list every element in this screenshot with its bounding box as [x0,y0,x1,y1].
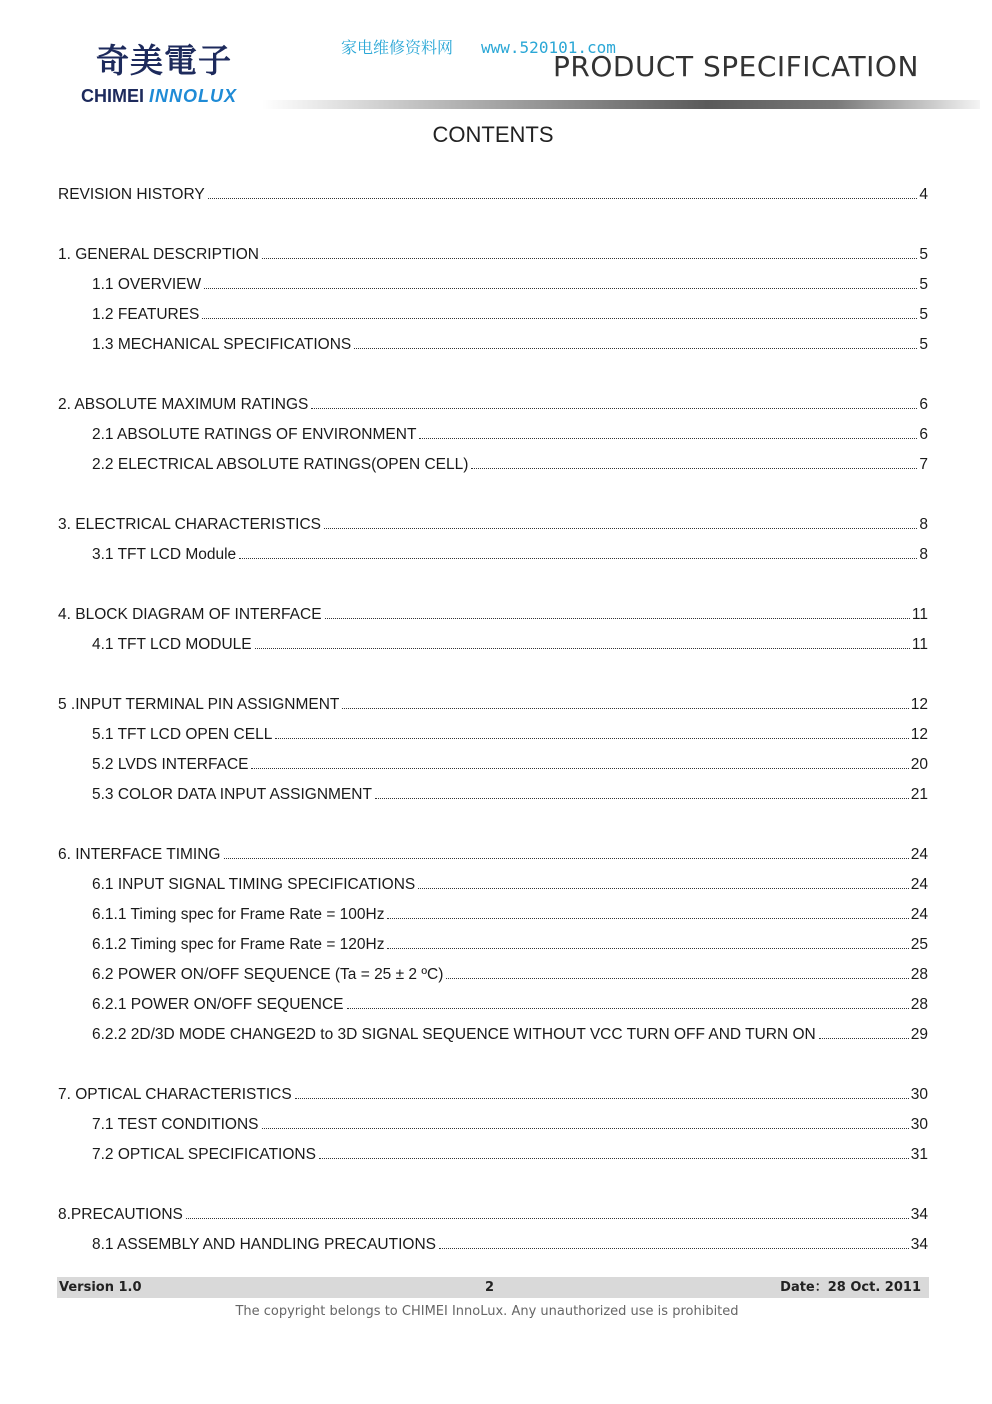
toc-entry-label: 7. OPTICAL CHARACTERISTICS [58,1086,292,1103]
dot-leader [204,288,917,289]
toc-entry-label: 1.3 MECHANICAL SPECIFICATIONS [92,336,352,353]
dot-leader [239,558,917,559]
toc-entry-label: 8.1 ASSEMBLY AND HANDLING PRECAUTIONS [92,1236,436,1253]
footer-version: Version 1.0 [59,1280,142,1295]
toc-entry-page: 5 [919,306,928,323]
dot-leader [419,438,917,439]
toc-entry-label: 1.2 FEATURES [92,306,200,323]
toc-entry[interactable] [58,245,928,275]
toc-entry[interactable] [58,905,928,935]
dot-leader [262,258,917,259]
toc-entry-page: 5 [919,246,928,263]
toc-entry[interactable] [58,965,928,995]
toc-entry-page: 29 [910,1026,928,1043]
dot-leader [324,528,917,529]
toc-entry-page: 6 [919,426,928,443]
toc-entry-page: 5 [919,276,928,293]
dot-leader [224,858,909,859]
toc-entry-label: REVISION HISTORY [58,186,205,203]
toc-entry-label: 6.2 POWER ON/OFF SEQUENCE (Ta = 25 ± 2 ºC) [92,966,444,983]
toc-entry-page: 30 [910,1116,928,1133]
dot-leader [819,1038,909,1039]
toc-entry[interactable] [58,185,928,215]
toc-entry[interactable] [58,695,928,725]
toc-entry[interactable] [58,305,928,335]
watermark-url: www.520101.com [481,38,616,57]
toc-entry[interactable] [58,1085,928,1115]
toc-entry-label: 2.1 ABSOLUTE RATINGS OF ENVIRONMENT [92,426,417,443]
dot-leader [311,408,917,409]
toc-entry-label: 7.1 TEST CONDITIONS [92,1116,259,1133]
footer-bar [57,1277,929,1298]
footer-page-number: 2 [485,1280,495,1295]
dot-leader [418,888,908,889]
page-title: CONTENTS [432,122,554,147]
toc-entry[interactable] [58,515,928,545]
header-divider [262,100,980,109]
toc-entry[interactable] [58,545,928,575]
toc-entry[interactable] [58,845,928,875]
toc-entry-page: 12 [910,726,928,743]
dot-leader [255,648,910,649]
toc-entry[interactable] [58,1205,928,1235]
table-of-contents [58,185,928,1265]
dot-leader [295,1098,909,1099]
dot-leader [202,318,917,319]
toc-entry-label: 6.1.2 Timing spec for Frame Rate = 120Hz [92,936,385,953]
toc-entry[interactable] [58,875,928,905]
toc-entry-label: 7.2 OPTICAL SPECIFICATIONS [92,1146,316,1163]
toc-entry-label: 5.3 COLOR DATA INPUT ASSIGNMENT [92,786,372,803]
toc-entry-label: 4. BLOCK DIAGRAM OF INTERFACE [58,606,322,623]
toc-entry[interactable] [58,635,928,665]
toc-entry-page: 31 [910,1146,928,1163]
toc-entry-label: 1. GENERAL DESCRIPTION [58,246,259,263]
dot-leader [325,618,910,619]
dot-leader [439,1248,909,1249]
toc-entry-page: 25 [910,936,928,953]
dot-leader [471,468,917,469]
toc-entry[interactable] [58,1025,928,1055]
toc-entry-page: 24 [910,876,928,893]
toc-entry-label: 6.1 INPUT SIGNAL TIMING SPECIFICATIONS [92,876,416,893]
dot-leader [262,1128,909,1129]
copyright-notice: The copyright belongs to CHIMEI InnoLux. Any unauthorized use is prohibited [235,1304,739,1319]
toc-entry-page: 5 [919,336,928,353]
dot-leader [342,708,908,709]
toc-entry[interactable] [58,935,928,965]
toc-entry-page: 4 [919,186,928,203]
toc-entry-page: 30 [910,1086,928,1103]
toc-entry-page: 7 [919,456,928,473]
toc-entry-page: 28 [910,996,928,1013]
dot-leader [251,768,908,769]
document-type-title: PRODUCT SPECIFICATION [553,50,919,83]
toc-entry-page: 8 [919,516,928,533]
company-logo-chinese: 奇美電子 [96,41,232,80]
toc-entry-page: 11 [911,636,928,653]
toc-entry[interactable] [58,755,928,785]
toc-entry-page: 21 [910,786,928,803]
company-logo-english [81,87,237,105]
dot-leader [319,1158,909,1159]
dot-leader [375,798,909,799]
footer-date: Date：28 Oct. 2011 [780,1280,921,1295]
toc-entry[interactable] [58,1145,928,1175]
toc-entry-label: 1.1 OVERVIEW [92,276,202,293]
toc-entry[interactable] [58,395,928,425]
toc-entry-label: 2.2 ELECTRICAL ABSOLUTE RATINGS(OPEN CELL) [92,456,469,473]
logo-text-chimei: CHIMEI [81,86,150,106]
toc-entry[interactable] [58,785,928,815]
toc-entry[interactable] [58,995,928,1025]
toc-entry-label: 6.1.1 Timing spec for Frame Rate = 100Hz [92,906,385,923]
toc-entry-label: 4.1 TFT LCD MODULE [92,636,252,653]
toc-entry[interactable] [58,425,928,455]
toc-entry-label: 5.2 LVDS INTERFACE [92,756,249,773]
toc-entry[interactable] [58,605,928,635]
toc-entry-page: 34 [910,1206,928,1223]
toc-entry-page: 34 [910,1236,928,1253]
toc-entry-label: 6.2.1 POWER ON/OFF SEQUENCE [92,996,344,1013]
toc-entry-label: 5.1 TFT LCD OPEN CELL [92,726,273,743]
toc-entry-page: 20 [910,756,928,773]
toc-entry-label: 3.1 TFT LCD Module [92,546,237,563]
toc-entry-page: 24 [910,906,928,923]
dot-leader [387,948,908,949]
dot-leader [186,1218,909,1219]
toc-entry-page: 8 [919,546,928,563]
toc-entry-label: 2. ABSOLUTE MAXIMUM RATINGS [58,396,309,413]
toc-entry-page: 12 [910,696,928,713]
toc-entry[interactable] [58,335,928,365]
dot-leader [354,348,917,349]
toc-entry-page: 28 [910,966,928,983]
logo-text-innolux: INNOLUX [149,86,238,106]
watermark-text: 家电维修资料网 [341,38,454,57]
dot-leader [275,738,908,739]
dot-leader [387,918,908,919]
toc-entry[interactable] [58,275,928,305]
toc-entry-page: 6 [919,396,928,413]
toc-entry[interactable] [58,1115,928,1145]
dot-leader [446,978,908,979]
toc-entry-label: 3. ELECTRICAL CHARACTERISTICS [58,516,321,533]
toc-entry-page: 24 [910,846,928,863]
toc-entry-page: 11 [911,606,928,623]
toc-entry-label: 6.2.2 2D/3D MODE CHANGE2D to 3D SIGNAL SEQUENCE WITHOUT VCC TURN OFF AND TURN ON [92,1026,816,1043]
toc-entry-label: 8.PRECAUTIONS [58,1206,183,1223]
toc-entry[interactable] [58,455,928,485]
toc-entry-label: 5 .INPUT TERMINAL PIN ASSIGNMENT [58,696,340,713]
toc-entry-label: 6. INTERFACE TIMING [58,846,221,863]
dot-leader [347,1008,909,1009]
toc-entry[interactable] [58,725,928,755]
dot-leader [208,198,918,199]
toc-entry[interactable] [58,1235,928,1265]
